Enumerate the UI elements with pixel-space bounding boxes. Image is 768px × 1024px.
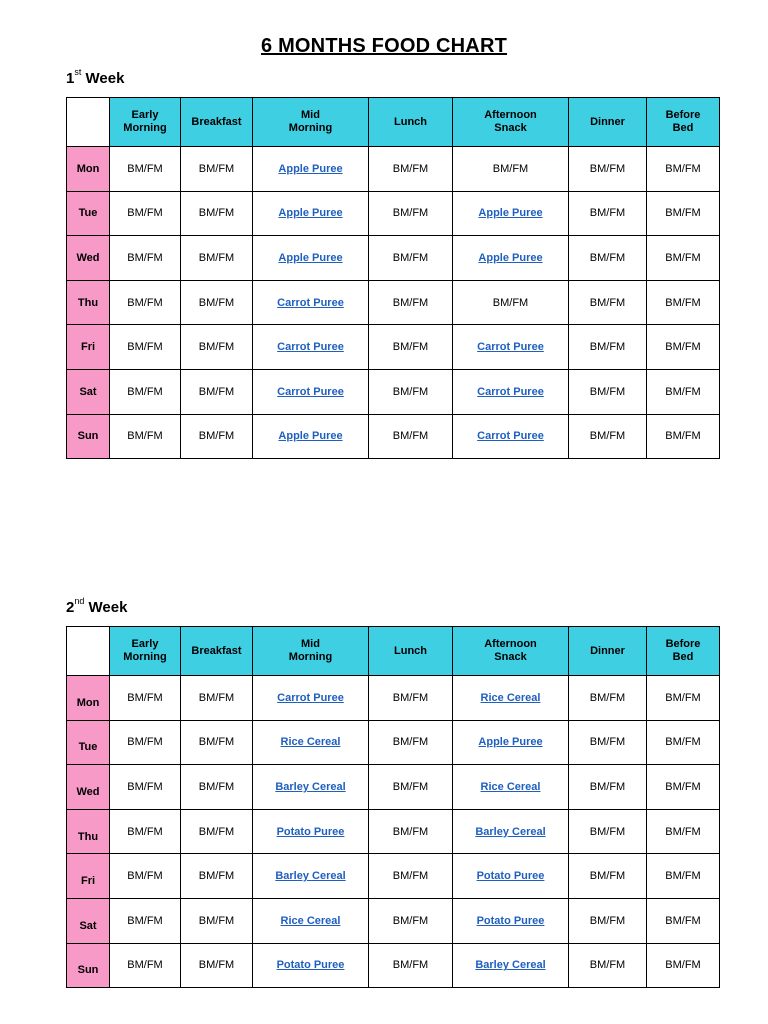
meal-cell-before-bed: BM/FM	[647, 414, 720, 459]
column-header-lunch	[369, 627, 453, 676]
column-header-text: Dinner	[590, 644, 625, 657]
meal-cell-early-morning: BM/FM	[110, 765, 181, 810]
table-row-thu	[67, 280, 720, 325]
day-label	[67, 898, 110, 943]
meal-cell-afternoon-snack	[453, 720, 569, 765]
table-row-fri	[67, 325, 720, 370]
meal-cell-dinner: BM/FM	[569, 943, 647, 988]
week-2-table	[66, 626, 720, 988]
meal-cell-breakfast: BM/FM	[181, 854, 253, 899]
meal-cell-lunch: BM/FM	[369, 676, 453, 721]
day-label	[67, 147, 110, 192]
column-header-early-morning	[110, 627, 181, 676]
meal-cell-mid-morning	[253, 943, 369, 988]
column-header-breakfast	[181, 98, 253, 147]
day-label	[67, 191, 110, 236]
header-corner-cell	[67, 98, 110, 147]
header-corner-cell	[67, 627, 110, 676]
column-header-afternoon-snack	[453, 627, 569, 676]
column-header-text: Afternoon	[484, 109, 537, 121]
day-label	[67, 765, 110, 810]
day-label	[67, 369, 110, 414]
meal-cell-before-bed: BM/FM	[647, 236, 720, 281]
meal-cell-mid-morning	[253, 191, 369, 236]
meal-cell-dinner: BM/FM	[569, 147, 647, 192]
meal-cell-early-morning: BM/FM	[110, 943, 181, 988]
day-label	[67, 676, 110, 721]
food-link[interactable]: Rice Cereal	[480, 691, 541, 704]
meal-cell-early-morning: BM/FM	[110, 898, 181, 943]
table-row-tue	[67, 191, 720, 236]
day-text: Sun	[77, 964, 99, 977]
day-text: Fri	[80, 875, 96, 888]
meal-cell-early-morning: BM/FM	[110, 236, 181, 281]
column-header-before-bed	[647, 98, 720, 147]
meal-cell-before-bed: BM/FM	[647, 898, 720, 943]
food-link[interactable]: Apple Puree	[278, 251, 343, 264]
column-header-text: Dinner	[590, 115, 625, 128]
meal-cell-early-morning: BM/FM	[110, 809, 181, 854]
meal-cell-lunch: BM/FM	[369, 720, 453, 765]
meal-cell-afternoon-snack	[453, 414, 569, 459]
meal-cell-breakfast: BM/FM	[181, 765, 253, 810]
food-link[interactable]: Rice Cereal	[280, 736, 341, 749]
food-link[interactable]: Potato Puree	[476, 870, 545, 883]
meal-cell-breakfast: BM/FM	[181, 191, 253, 236]
meal-cell-dinner: BM/FM	[569, 898, 647, 943]
table-row-fri	[67, 854, 720, 899]
food-link[interactable]: Carrot Puree	[277, 296, 344, 309]
week-label: Week	[85, 70, 125, 87]
column-header-text: Snack	[494, 651, 527, 663]
column-header-mid-morning	[253, 627, 369, 676]
day-text: Mon	[76, 162, 100, 175]
food-link[interactable]: Apple Puree	[478, 207, 543, 220]
meal-cell-early-morning: BM/FM	[110, 414, 181, 459]
week-label: Week	[88, 599, 128, 616]
meal-cell-early-morning: BM/FM	[110, 720, 181, 765]
meal-cell-breakfast: BM/FM	[181, 369, 253, 414]
meal-cell-lunch: BM/FM	[369, 854, 453, 899]
column-header-text: Snack	[494, 122, 527, 134]
table-row-sat	[67, 898, 720, 943]
column-header-breakfast	[181, 627, 253, 676]
meal-cell-before-bed: BM/FM	[647, 191, 720, 236]
day-text: Mon	[76, 696, 100, 709]
meal-cell-before-bed: BM/FM	[647, 676, 720, 721]
food-link[interactable]: Carrot Puree	[277, 385, 344, 398]
column-header-text: Morning	[123, 651, 167, 663]
meal-cell-lunch: BM/FM	[369, 898, 453, 943]
meal-cell-breakfast: BM/FM	[181, 809, 253, 854]
day-text: Sun	[77, 430, 99, 443]
day-label	[67, 236, 110, 281]
week-1-heading	[66, 69, 124, 87]
meal-cell-afternoon-snack: BM/FM	[453, 280, 569, 325]
meal-cell-mid-morning	[253, 765, 369, 810]
meal-cell-dinner: BM/FM	[569, 765, 647, 810]
column-header-dinner	[569, 98, 647, 147]
header-row	[67, 98, 720, 147]
meal-cell-mid-morning	[253, 720, 369, 765]
table-row-sun	[67, 943, 720, 988]
table-row-mon	[67, 676, 720, 721]
day-label	[67, 280, 110, 325]
meal-cell-dinner: BM/FM	[569, 809, 647, 854]
column-header-mid-morning	[253, 98, 369, 147]
column-header-text: Mid	[301, 109, 320, 121]
column-header-text: Breakfast	[191, 115, 242, 128]
meal-cell-breakfast: BM/FM	[181, 943, 253, 988]
meal-cell-breakfast: BM/FM	[181, 676, 253, 721]
meal-cell-before-bed: BM/FM	[647, 325, 720, 370]
meal-cell-afternoon-snack	[453, 676, 569, 721]
meal-cell-afternoon-snack	[453, 325, 569, 370]
meal-cell-lunch: BM/FM	[369, 191, 453, 236]
column-header-text: Mid	[301, 638, 320, 650]
meal-cell-breakfast: BM/FM	[181, 414, 253, 459]
column-header-text: Lunch	[394, 644, 427, 657]
meal-cell-early-morning: BM/FM	[110, 369, 181, 414]
meal-cell-mid-morning	[253, 280, 369, 325]
day-text: Tue	[78, 741, 98, 754]
day-label	[67, 414, 110, 459]
meal-cell-breakfast: BM/FM	[181, 147, 253, 192]
table-row-tue	[67, 720, 720, 765]
food-link[interactable]: Carrot Puree	[477, 385, 544, 398]
meal-cell-breakfast: BM/FM	[181, 720, 253, 765]
food-link[interactable]: Apple Puree	[278, 207, 343, 220]
food-link[interactable]: Barley Cereal	[275, 870, 346, 883]
meal-cell-before-bed: BM/FM	[647, 854, 720, 899]
meal-cell-lunch: BM/FM	[369, 236, 453, 281]
table-row-wed	[67, 236, 720, 281]
meal-cell-lunch: BM/FM	[369, 147, 453, 192]
column-header-text: Morning	[288, 651, 333, 663]
food-link[interactable]: Potato Puree	[476, 914, 545, 927]
week-1-table	[66, 97, 720, 459]
column-header-text: Before	[665, 109, 701, 121]
day-text: Sat	[79, 919, 97, 932]
header-row	[67, 627, 720, 676]
meal-cell-before-bed: BM/FM	[647, 809, 720, 854]
meal-cell-lunch: BM/FM	[369, 943, 453, 988]
meal-cell-lunch: BM/FM	[369, 325, 453, 370]
meal-cell-before-bed: BM/FM	[647, 369, 720, 414]
column-header-text: Early	[131, 638, 159, 650]
meal-cell-early-morning: BM/FM	[110, 147, 181, 192]
day-text: Tue	[78, 207, 98, 220]
day-text: Thu	[77, 830, 99, 843]
table-row-sat	[67, 369, 720, 414]
column-header-afternoon-snack	[453, 98, 569, 147]
meal-cell-dinner: BM/FM	[569, 854, 647, 899]
meal-cell-mid-morning	[253, 676, 369, 721]
meal-cell-dinner: BM/FM	[569, 280, 647, 325]
day-label	[67, 809, 110, 854]
food-link[interactable]: Apple Puree	[478, 736, 543, 749]
column-header-text: Bed	[672, 122, 694, 134]
meal-cell-afternoon-snack	[453, 369, 569, 414]
column-header-text: Breakfast	[191, 644, 242, 657]
meal-cell-before-bed: BM/FM	[647, 280, 720, 325]
column-header-early-morning	[110, 98, 181, 147]
meal-cell-afternoon-snack	[453, 765, 569, 810]
food-link[interactable]: Barley Cereal	[275, 780, 346, 793]
meal-cell-early-morning: BM/FM	[110, 280, 181, 325]
column-header-lunch	[369, 98, 453, 147]
meal-cell-early-morning: BM/FM	[110, 854, 181, 899]
meal-cell-afternoon-snack	[453, 191, 569, 236]
day-text: Thu	[77, 296, 99, 309]
column-header-text: Early	[131, 109, 159, 121]
food-link[interactable]: Carrot Puree	[477, 341, 544, 354]
meal-cell-mid-morning	[253, 325, 369, 370]
food-link[interactable]: Carrot Puree	[477, 430, 544, 443]
meal-cell-dinner: BM/FM	[569, 191, 647, 236]
food-link[interactable]: Barley Cereal	[475, 959, 546, 972]
meal-cell-afternoon-snack	[453, 809, 569, 854]
column-header-text: Lunch	[394, 115, 427, 128]
meal-cell-before-bed: BM/FM	[647, 943, 720, 988]
day-label	[67, 720, 110, 765]
meal-cell-lunch: BM/FM	[369, 414, 453, 459]
meal-cell-afternoon-snack	[453, 943, 569, 988]
meal-cell-early-morning: BM/FM	[110, 191, 181, 236]
day-text: Fri	[80, 341, 96, 354]
column-header-before-bed	[647, 627, 720, 676]
food-link[interactable]: Carrot Puree	[277, 341, 344, 354]
meal-cell-afternoon-snack	[453, 898, 569, 943]
column-header-text: Before	[665, 638, 701, 650]
food-link[interactable]: Carrot Puree	[277, 691, 344, 704]
meal-cell-breakfast: BM/FM	[181, 325, 253, 370]
meal-cell-lunch: BM/FM	[369, 765, 453, 810]
meal-cell-mid-morning	[253, 147, 369, 192]
meal-cell-breakfast: BM/FM	[181, 898, 253, 943]
meal-cell-dinner: BM/FM	[569, 325, 647, 370]
food-link[interactable]: Apple Puree	[278, 430, 343, 443]
column-header-text: Morning	[123, 122, 167, 134]
meal-cell-before-bed: BM/FM	[647, 147, 720, 192]
meal-cell-lunch: BM/FM	[369, 280, 453, 325]
column-header-text: Morning	[288, 122, 333, 134]
meal-cell-before-bed: BM/FM	[647, 765, 720, 810]
meal-cell-dinner: BM/FM	[569, 676, 647, 721]
meal-cell-dinner: BM/FM	[569, 414, 647, 459]
meal-cell-breakfast: BM/FM	[181, 236, 253, 281]
food-link[interactable]: Potato Puree	[276, 825, 345, 838]
food-link[interactable]: Rice Cereal	[280, 914, 341, 927]
week-number: 2	[66, 599, 75, 616]
meal-cell-mid-morning	[253, 898, 369, 943]
meal-cell-dinner: BM/FM	[569, 369, 647, 414]
meal-cell-dinner: BM/FM	[569, 236, 647, 281]
week-2-heading	[66, 598, 127, 616]
week-ordinal-suffix: st	[74, 67, 82, 77]
meal-cell-mid-morning	[253, 414, 369, 459]
meal-cell-afternoon-snack: BM/FM	[453, 147, 569, 192]
meal-cell-mid-morning	[253, 854, 369, 899]
meal-cell-afternoon-snack	[453, 236, 569, 281]
week-ordinal-suffix: nd	[74, 596, 85, 606]
meal-cell-dinner: BM/FM	[569, 720, 647, 765]
day-label	[67, 325, 110, 370]
table-row-mon	[67, 147, 720, 192]
week-number: 1	[66, 70, 75, 87]
meal-cell-afternoon-snack	[453, 854, 569, 899]
meal-cell-breakfast: BM/FM	[181, 280, 253, 325]
meal-cell-mid-morning	[253, 236, 369, 281]
day-text: Sat	[79, 385, 97, 398]
day-label	[67, 943, 110, 988]
meal-cell-early-morning: BM/FM	[110, 325, 181, 370]
page-title: 6 MONTHS FOOD CHART	[260, 35, 508, 57]
meal-cell-before-bed: BM/FM	[647, 720, 720, 765]
table-row-thu	[67, 809, 720, 854]
table-row-wed	[67, 765, 720, 810]
day-text: Wed	[76, 785, 100, 798]
table-row-sun	[67, 414, 720, 459]
meal-cell-mid-morning	[253, 809, 369, 854]
meal-cell-mid-morning	[253, 369, 369, 414]
food-link[interactable]: Potato Puree	[276, 959, 345, 972]
meal-cell-lunch: BM/FM	[369, 369, 453, 414]
food-link[interactable]: Rice Cereal	[480, 780, 541, 793]
meal-cell-lunch: BM/FM	[369, 809, 453, 854]
column-header-text: Bed	[672, 651, 694, 663]
column-header-text: Afternoon	[484, 638, 537, 650]
day-text: Wed	[76, 251, 100, 264]
meal-cell-early-morning: BM/FM	[110, 676, 181, 721]
food-link[interactable]: Apple Puree	[278, 162, 343, 175]
food-link[interactable]: Apple Puree	[478, 251, 543, 264]
day-label	[67, 854, 110, 899]
food-link[interactable]: Barley Cereal	[475, 825, 546, 838]
column-header-dinner	[569, 627, 647, 676]
